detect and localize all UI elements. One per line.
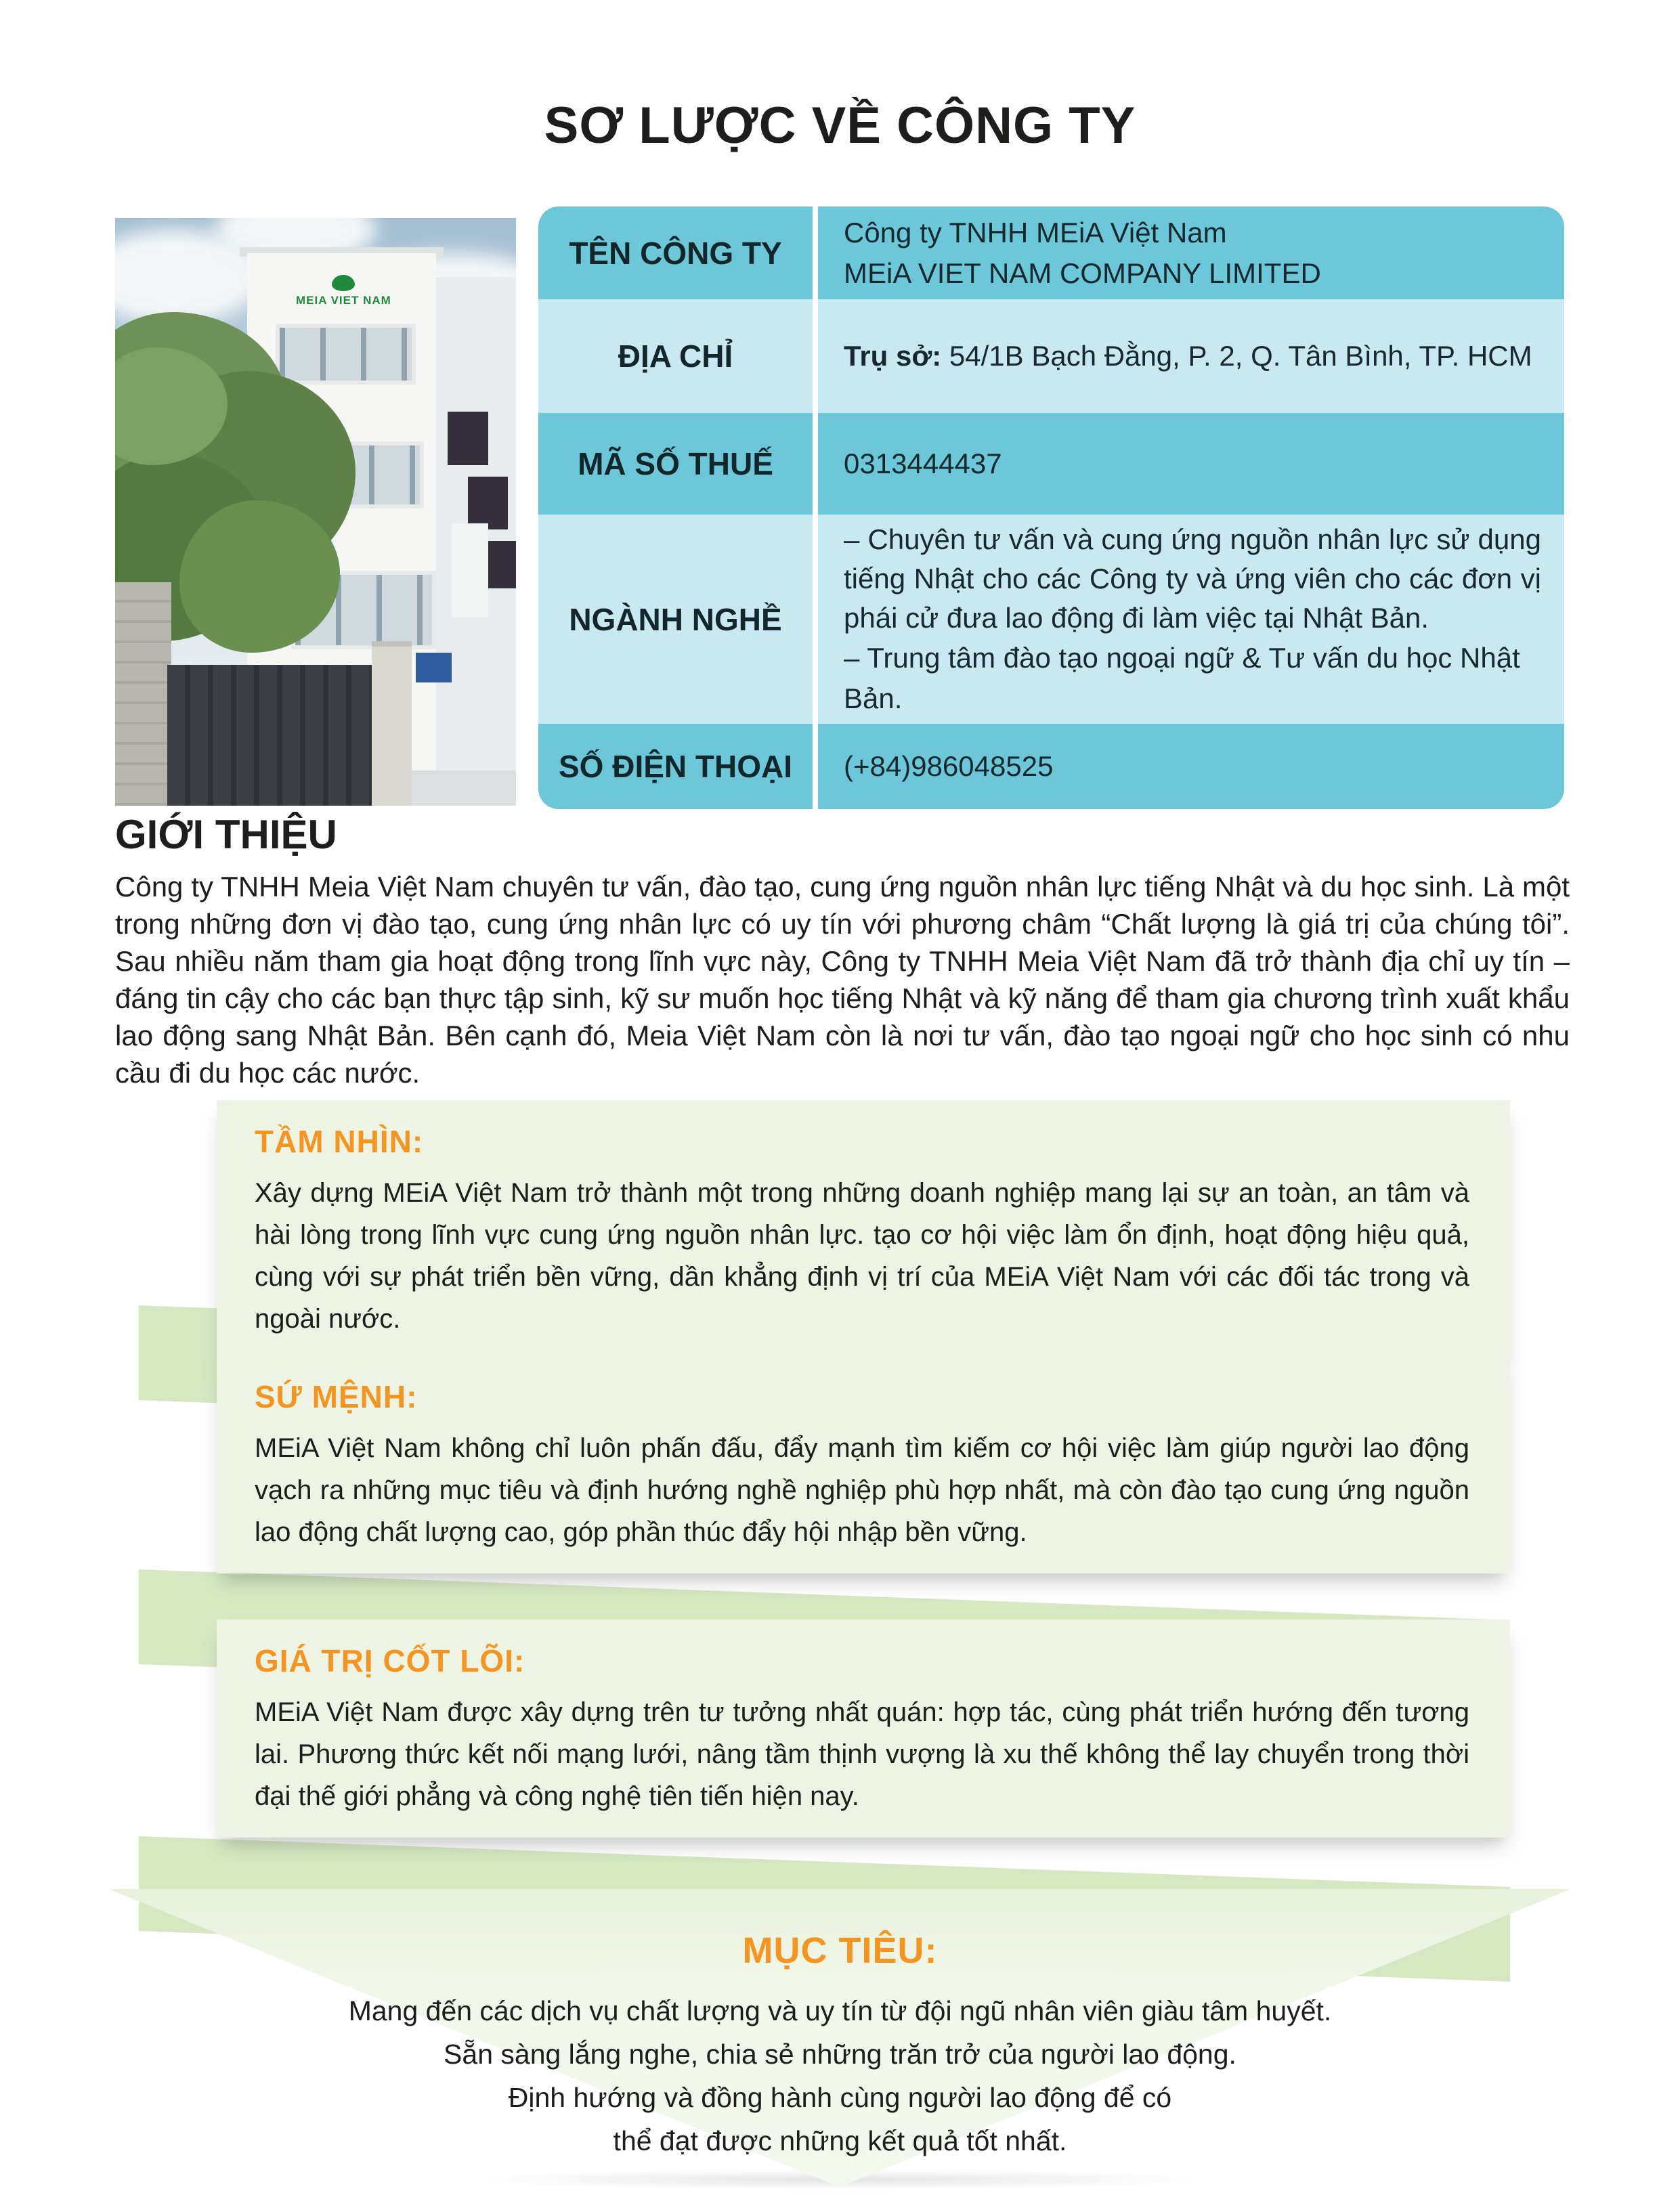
section-text: MEiA Việt Nam không chỉ luôn phấn đấu, đẩy mạnh tìm kiếm cơ hội việc làm giúp người lao động vạch ra những mục tiêu và định hướng nghề nghiệp phù hợp nhất, mà còn đào tạo cung ứng nguồn lao động chất lượng cao, góp phần thúc đẩy hội nhập bền vững. <box>255 1433 1469 1547</box>
stone-wall <box>115 582 171 806</box>
table-row-address <box>538 299 1564 413</box>
tax-code-value: 0313444437 <box>844 448 1002 479</box>
intro-paragraph: Công ty TNHH Meia Việt Nam chuyên tư vấn, đào tạo, cung ứng nguồn nhân lực tiếng Nhật và du học sinh. Là một trong những đơn vị đào tạo, cung ứng nhân lực có uy tín với phương châm “Chất lượng là giá trị của chúng tôi”. Sau nhiều năm tham gia hoạt động trong lĩnh vực này, Công ty TNHH Meia Việt Nam đã trở thành địa chỉ uy tín – đáng tin cậy cho các bạn thực tập sinh, kỹ sư muốn học tiếng Nhật và kỹ năng để tham gia chương trình xuất khẩu lao động sang Nhật Bản. Bên cạnh đó, Meia Việt Nam còn là nơi tư vấn, đào tạo ngoại ngữ cho học sinh có nhu cầu đi du học các nước. <box>115 871 1570 1089</box>
business-line-item: – Trung tâm đào tạo ngoại ngữ & Tư vấn du học Nhật Bản. <box>844 641 1520 714</box>
gate <box>167 665 376 806</box>
address-text: 54/1B Bạch Đằng, P. 2, Q. Tân Bình, TP. HCM <box>949 340 1532 372</box>
row-value <box>813 413 1564 515</box>
goal-line: Mang đến các dịch vụ chất lượng và uy tín từ đội ngũ nhân viên giàu tâm huyết. <box>348 1995 1332 2026</box>
business-line-item: – Chuyên tư vấn và cung ứng nguồn nhân lực sử dụng tiếng Nhật cho các Công ty và ứng viên cho các đơn vị phái cử đưa lao động đi làm việc tại Nhật Bản. <box>844 523 1541 634</box>
road <box>412 770 516 806</box>
goal-line: Sẵn sàng lắng nghe, chia sẻ những trăn trở của người lao động. <box>444 2039 1236 2070</box>
section-core-values <box>217 1620 1510 1838</box>
balcony-rail <box>452 523 488 617</box>
section-vision <box>217 1100 1510 1360</box>
table-row-tax-code <box>538 413 1564 515</box>
address-value <box>844 336 1541 376</box>
row-label: MÃ SỐ THUẾ <box>578 446 773 481</box>
window-band <box>276 324 416 385</box>
company-info-table <box>538 207 1564 809</box>
row-label: ĐỊA CHỈ <box>618 339 733 374</box>
phone-value: (+84)986048525 <box>844 750 1054 782</box>
balcony-panel <box>448 412 488 464</box>
row-value <box>813 515 1564 724</box>
intro-heading: GIỚI THIỆU <box>115 812 337 857</box>
row-value <box>813 299 1564 413</box>
row-label: SỐ ĐIỆN THOẠI <box>558 749 793 784</box>
table-row-company-name <box>538 207 1564 299</box>
balcony-panel <box>468 477 508 529</box>
row-value <box>813 207 1564 299</box>
balcony-panel <box>488 541 516 588</box>
goal-line: thể đạt được những kết quả tốt nhất. <box>613 2125 1067 2156</box>
building-photo <box>115 218 516 806</box>
section-heading: SỨ MỆNH: <box>255 1379 418 1414</box>
row-value <box>813 724 1564 809</box>
section-text: Xây dựng MEiA Việt Nam trở thành một trong những doanh nghiệp mang lại sự an toàn, an tâm và hài lòng trong lĩnh vực cung ứng nguồn nhân lực. tạo cơ hội việc làm ổn định, hoạt động hiệu quả, cùng với sự phát triển bền vững, dần khẳng định vị trí của MEiA Việt Nam với các đối tác trong và ngoài nước. <box>255 1178 1469 1334</box>
address-plate <box>416 653 452 682</box>
address-prefix: Trụ sở: <box>844 340 942 372</box>
company-sign <box>291 271 395 312</box>
goal-line: Định hướng và đồng hành cùng người lao động để có <box>508 2082 1172 2113</box>
section-heading: TẦM NHÌN: <box>255 1124 424 1159</box>
row-label: TÊN CÔNG TY <box>569 235 782 271</box>
section-mission <box>217 1355 1510 1573</box>
goal-heading: MỤC TIÊU: <box>742 1930 938 1971</box>
page-title: SƠ LƯỢC VỀ CÔNG TY <box>544 97 1136 154</box>
table-row-phone <box>538 724 1564 809</box>
section-text: MEiA Việt Nam được xây dựng trên tư tưởng nhất quán: hợp tác, cùng phát triển hướng đến tương lai. Phương thức kết nối mạng lưới, nâng tầm thịnh vượng là xu thế không thể lay chuyển trong thời đại thế giới phẳng và công nghệ tiên tiến hiện nay. <box>255 1697 1469 1811</box>
row-label: NGÀNH NGHỀ <box>569 601 782 637</box>
table-row-business-lines <box>538 515 1564 724</box>
company-sign-text: MEIA VIET NAM <box>296 294 391 307</box>
company-name-vi: Công ty TNHH MEiA Việt Nam <box>844 216 1227 248</box>
gate-pillar <box>372 641 412 806</box>
section-heading: GIÁ TRỊ CỐT LÕI: <box>255 1643 525 1678</box>
company-logo-icon <box>332 275 355 291</box>
company-name-en: MEiA VIET NAM COMPANY LIMITED <box>844 257 1321 289</box>
goal-text <box>0 1989 1680 2163</box>
